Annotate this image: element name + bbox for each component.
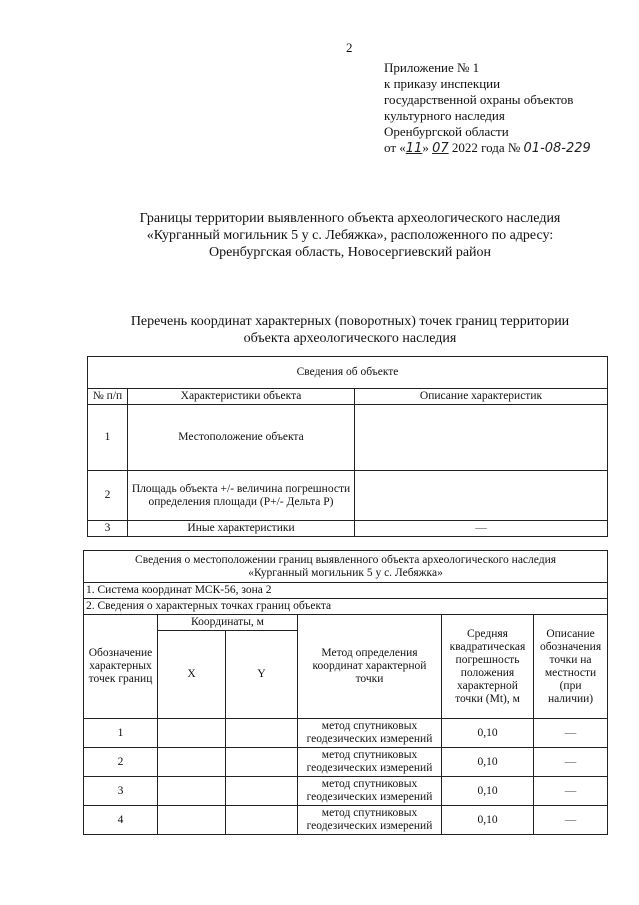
point-id: 1	[84, 719, 158, 748]
subtitle-line: объекта археологического наследия	[243, 331, 457, 346]
point-description: —	[534, 748, 608, 777]
appendix-date-line	[384, 140, 636, 157]
table-row	[84, 748, 608, 777]
point-id: 2	[84, 748, 158, 777]
page-number: 2	[346, 40, 353, 55]
point-y	[226, 777, 298, 806]
table-caption: Сведения об объекте	[88, 357, 608, 389]
object-info-table	[87, 356, 608, 537]
title-line: Оренбургская область, Новосергиевский район	[208, 245, 492, 260]
point-error: 0,10	[442, 719, 534, 748]
date-suffix: 2022 года №	[451, 140, 521, 155]
row-description: —	[355, 521, 608, 537]
point-error: 0,10	[442, 748, 534, 777]
point-x	[158, 719, 226, 748]
row-number: 3	[88, 521, 128, 537]
appendix-line: культурного наследия	[384, 108, 505, 123]
point-y	[226, 748, 298, 777]
title-line: «Курганный могильник 5 у с. Лебяжка», расположенного по адресу:	[146, 228, 554, 243]
header-description: Описание обозначения точки на местности (при наличии)	[534, 615, 608, 719]
row-description	[355, 471, 608, 521]
point-x	[158, 748, 226, 777]
point-x	[158, 806, 226, 835]
column-header: Описание характеристик	[355, 389, 608, 405]
header-y: Y	[226, 631, 298, 719]
row-characteristic: Местоположение объекта	[128, 405, 355, 471]
header-points: Обозначение характерных точек границ	[84, 615, 158, 719]
title-line: Границы территории выявленного объекта археологического наследия	[139, 211, 561, 226]
point-x	[158, 777, 226, 806]
header-x: X	[158, 631, 226, 719]
date-month-handwritten: 07	[432, 141, 449, 156]
point-method: метод спутниковых геодезических измерений	[298, 719, 442, 748]
point-description: —	[534, 806, 608, 835]
table-row	[84, 806, 608, 835]
list-title	[80, 313, 620, 347]
table-caption	[84, 551, 608, 583]
caption-line: «Курганный могильник 5 у с. Лебяжка»	[248, 566, 443, 579]
order-number-handwritten: 01-08-229	[523, 141, 591, 156]
point-id: 3	[84, 777, 158, 806]
row-characteristic: Иные характеристики	[128, 521, 355, 537]
appendix-line: государственной охраны объектов	[384, 92, 574, 107]
caption-line: Сведения о местоположении границ выявленного объекта археологического наследия	[135, 553, 557, 566]
point-id: 4	[84, 806, 158, 835]
date-day-handwritten: 11	[405, 141, 423, 156]
appendix-line: Приложение № 1	[384, 60, 480, 75]
coordinate-system-row: 1. Система координат МСК-56, зона 2	[84, 583, 608, 599]
point-description: —	[534, 719, 608, 748]
date-prefix: от «	[384, 140, 406, 155]
column-header: Характеристики объекта	[128, 389, 355, 405]
point-error: 0,10	[442, 777, 534, 806]
point-method: метод спутниковых геодезических измерений	[298, 777, 442, 806]
table-row	[84, 719, 608, 748]
document-title	[80, 210, 620, 261]
row-number: 2	[88, 471, 128, 521]
row-description	[355, 405, 608, 471]
table-row	[88, 521, 608, 537]
table-row	[88, 471, 608, 521]
point-method: метод спутниковых геодезических измерений	[298, 806, 442, 835]
header-method: Метод определения координат характерной точки	[298, 615, 442, 719]
point-description: —	[534, 777, 608, 806]
appendix-line: к приказу инспекции	[384, 76, 501, 91]
point-y	[226, 806, 298, 835]
column-header: № п/п	[88, 389, 128, 405]
boundary-points-table	[83, 550, 608, 835]
row-characteristic: Площадь объекта +/- величина погрешности определения площади (P+/- Дельта P)	[128, 471, 355, 521]
table-row	[88, 405, 608, 471]
row-number: 1	[88, 405, 128, 471]
header-coordinates: Координаты, м	[158, 615, 298, 631]
header-error: Средняя квадратическая погрешность положения характерной точки (Mt), м	[442, 615, 534, 719]
points-section-row: 2. Сведения о характерных точках границ объекта	[84, 599, 608, 615]
appendix-line: Оренбургской области	[384, 124, 509, 139]
table-row	[84, 777, 608, 806]
subtitle-line: Перечень координат характерных (поворотных) точек границ территории	[130, 314, 570, 329]
point-method: метод спутниковых геодезических измерений	[298, 748, 442, 777]
appendix-block	[384, 60, 636, 157]
point-error: 0,10	[442, 806, 534, 835]
point-y	[226, 719, 298, 748]
date-mid: »	[422, 140, 429, 155]
